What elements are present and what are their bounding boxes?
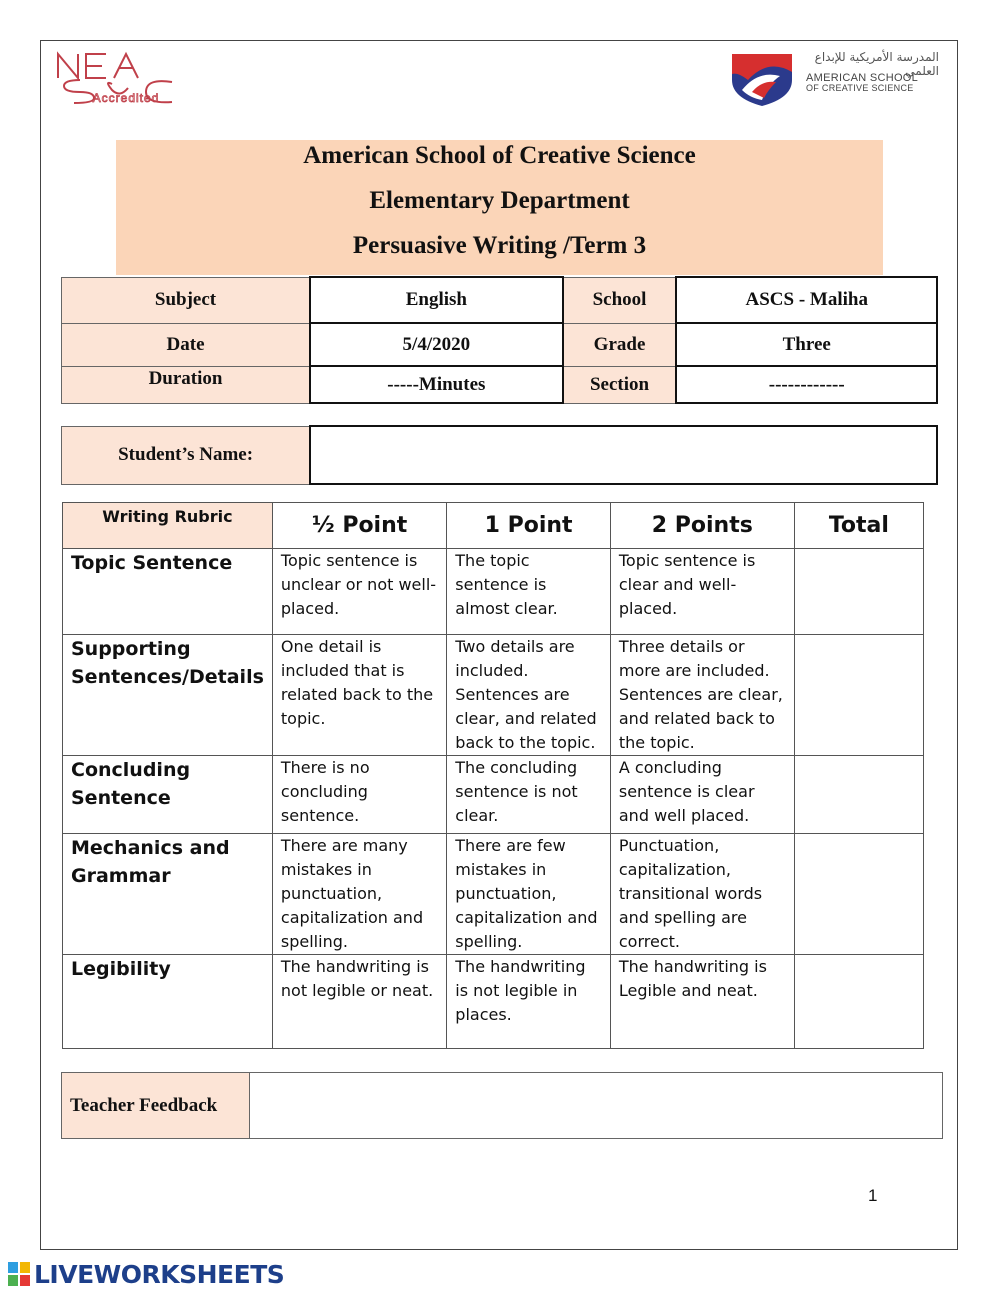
table-row (63, 549, 924, 635)
date-label: Date (62, 323, 311, 366)
school-label: School (563, 277, 677, 323)
section-label: Section (563, 366, 677, 403)
teacher-feedback-label: Teacher Feedback (62, 1073, 250, 1139)
liveworksheets-icon (8, 1262, 30, 1286)
criterion-topic-sentence: Topic Sentence (63, 549, 273, 635)
grade-value[interactable]: Three (676, 323, 937, 366)
descriptor-one: There are few mistakes in punctuation, capitalization and spelling. (447, 834, 611, 955)
subject-value[interactable]: English (310, 277, 563, 323)
criterion-supporting-sentences: Supporting Sentences/Details (63, 635, 273, 756)
school-name-line2: OF CREATIVE SCIENCE (806, 83, 914, 93)
total-cell[interactable] (794, 635, 923, 756)
teacher-feedback-field[interactable] (249, 1073, 942, 1139)
table-row (63, 635, 924, 756)
school-title: American School of Creative Science (303, 142, 696, 169)
department-title: Elementary Department (369, 187, 630, 214)
table-row (63, 756, 924, 834)
table-row (63, 834, 924, 955)
school-name-arabic: المدرسة الأمريكية للإبداع العلمي (814, 50, 939, 78)
criterion-legibility: Legibility (63, 955, 273, 1049)
descriptor-two: Topic sentence is clear and well-placed. (610, 549, 794, 635)
col-half-point: ½ Point (272, 503, 446, 549)
student-name-label: Student’s Name: (62, 426, 311, 484)
subject-label: Subject (62, 277, 311, 323)
descriptor-two: The handwriting is Legible and neat. (610, 955, 794, 1049)
descriptor-two: A concluding sentence is clear and well placed. (610, 756, 794, 834)
section-value[interactable]: ------------ (676, 366, 937, 403)
descriptor-one: Two details are included. Sentences are clear, and related back to the topic. (447, 635, 611, 756)
col-one-point: 1 Point (447, 503, 611, 549)
writing-rubric-table (62, 502, 924, 1049)
nea-sc-accredited-logo (54, 50, 199, 105)
total-cell[interactable] (794, 549, 923, 635)
date-value[interactable]: 5/4/2020 (310, 323, 563, 366)
total-cell[interactable] (794, 955, 923, 1049)
criterion-concluding-sentence: Concluding Sentence (63, 756, 273, 834)
page-number: 1 (868, 1186, 878, 1205)
student-name-table (61, 425, 938, 485)
total-cell[interactable] (794, 756, 923, 834)
criterion-mechanics-grammar: Mechanics and Grammar (63, 834, 273, 955)
descriptor-two: Punctuation, capitalization, transitional words and spelling are correct. (610, 834, 794, 955)
descriptor-one: The handwriting is not legible in places. (447, 955, 611, 1049)
rubric-corner-label: Writing Rubric (63, 503, 273, 549)
student-name-field[interactable] (310, 426, 937, 484)
descriptor-half: Topic sentence is unclear or not well-placed. (272, 549, 446, 635)
teacher-feedback-table (61, 1072, 943, 1139)
descriptor-two: Three details or more are included. Sentences are clear, and related back to the topic. (610, 635, 794, 756)
duration-label: Duration (62, 366, 311, 403)
info-table (61, 276, 938, 404)
table-row (63, 955, 924, 1049)
col-two-points: 2 Points (610, 503, 794, 549)
school-name-line1: AMERICAN SCHOOL (806, 72, 919, 84)
title-banner (116, 140, 883, 275)
liveworksheets-footer[interactable] (8, 1260, 284, 1288)
descriptor-one: The concluding sentence is not clear. (447, 756, 611, 834)
duration-value[interactable]: -----Minutes (310, 366, 563, 403)
school-value[interactable]: ASCS - Maliha (676, 277, 937, 323)
descriptor-half: There are many mistakes in punctuation, capitalization and spelling. (272, 834, 446, 955)
grade-label: Grade (563, 323, 677, 366)
descriptor-half: One detail is included that is related back to the topic. (272, 635, 446, 756)
col-total: Total (794, 503, 923, 549)
total-cell[interactable] (794, 834, 923, 955)
descriptor-half: The handwriting is not legible or neat. (272, 955, 446, 1049)
descriptor-half: There is no concluding sentence. (272, 756, 446, 834)
ascs-logo (728, 50, 943, 110)
descriptor-one: The topic sentence is almost clear. (447, 549, 611, 635)
liveworksheets-brand: LIVEWORKSHEETS (34, 1259, 285, 1289)
svg-text:Accredited: Accredited (92, 91, 160, 105)
assignment-title: Persuasive Writing /Term 3 (352, 232, 647, 259)
